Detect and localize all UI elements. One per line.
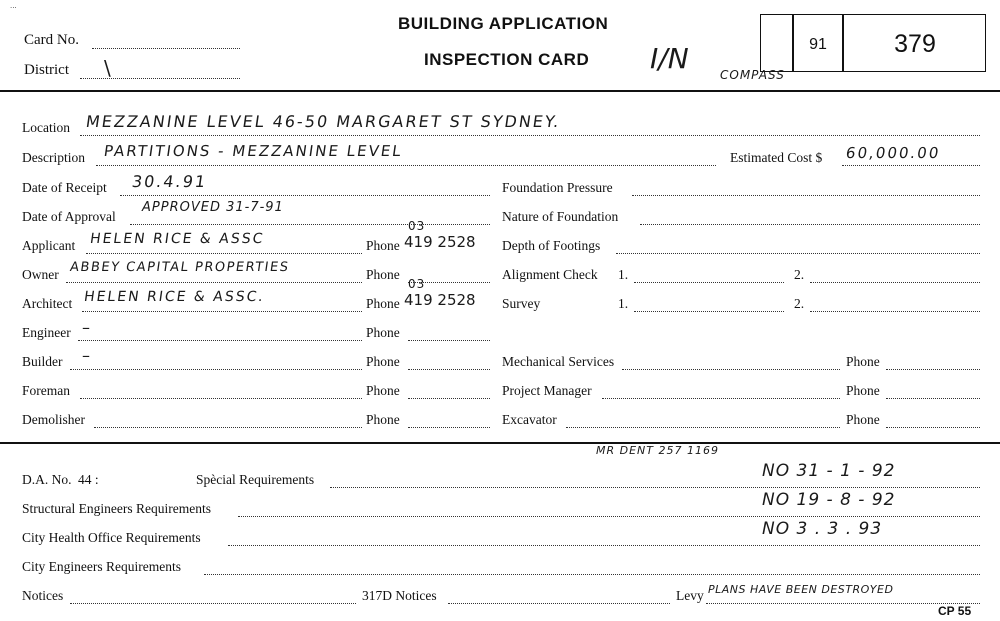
mechanical-phone-line — [886, 369, 980, 370]
estimated-cost-label: Estimated Cost $ — [730, 150, 823, 165]
demolisher-label: Demolisher — [22, 412, 85, 427]
architect-value: HELEN RICE & ASSC. — [82, 289, 266, 305]
title-line2: INSPECTION CARD — [424, 50, 590, 69]
da-label: D.A. No. — [22, 472, 72, 487]
project-manager-label: Project Manager — [502, 383, 592, 398]
foreman-phone-line — [408, 398, 490, 399]
excavator-phone-label: Phone — [846, 412, 880, 427]
engineer-value: – — [82, 318, 92, 337]
date-receipt-line — [120, 195, 490, 196]
owner-line — [66, 282, 362, 283]
location-line — [80, 135, 980, 136]
project-manager-line — [602, 398, 840, 399]
builder-phone-line — [408, 369, 490, 370]
foundation-pressure-label: Foundation Pressure — [502, 180, 613, 195]
applicant-phone-label: Phone — [366, 238, 400, 253]
architect-phone-label: Phone — [366, 296, 400, 311]
applicant-value: HELEN RICE & ASSC — [88, 231, 266, 247]
district-label: District — [24, 62, 69, 78]
alignment-1-line — [634, 282, 784, 283]
form-code: CP 55 — [938, 604, 972, 618]
health-requirements-line — [228, 545, 980, 546]
foreman-label: Foreman — [22, 383, 70, 398]
survey-label: Survey — [502, 296, 541, 311]
architect-phone-prefix: 03 — [408, 277, 426, 291]
project-manager-phone-label: Phone — [846, 383, 880, 398]
applicant-phone-value: 419 2528 — [404, 233, 476, 251]
levy-value: PLANS HAVE BEEN DESTROYED — [708, 583, 894, 596]
demolisher-line — [94, 427, 362, 428]
applicant-label: Applicant — [22, 238, 76, 253]
architect-line — [82, 311, 362, 312]
mechanical-label: Mechanical Services — [502, 354, 615, 369]
survey-2-line — [810, 311, 980, 312]
health-requirements-label: City Health Office Requirements — [22, 530, 201, 545]
compass-note: COMPASS — [720, 68, 785, 82]
architect-phone-value: 419 2528 — [404, 291, 476, 309]
excavator-phone-line — [886, 427, 980, 428]
da-value: 44 : — [78, 472, 99, 487]
location-value: MEZZANINE LEVEL 46-50 MARGARET ST SYDNEY. — [84, 112, 562, 131]
box-number-small: 91 — [809, 36, 827, 53]
architect-label: Architect — [22, 296, 73, 311]
description-value: PARTITIONS - MEZZANINE LEVEL — [102, 142, 404, 160]
survey-2-label: 2. — [794, 296, 805, 311]
notices-line — [70, 603, 356, 604]
engineer-label: Engineer — [22, 325, 71, 340]
survey-1-line — [634, 311, 784, 312]
depth-footings-label: Depth of Footings — [502, 238, 601, 253]
engineer-phone-line — [408, 340, 490, 341]
engineer-phone-label: Phone — [366, 325, 400, 340]
applicant-line — [86, 253, 362, 254]
owner-value: ABBEY CAPITAL PROPERTIES — [68, 260, 291, 275]
middle-rule — [0, 442, 1000, 444]
location-label: Location — [22, 120, 70, 135]
estimated-cost-line — [842, 165, 980, 166]
owner-label: Owner — [22, 267, 59, 282]
foreman-phone-label: Phone — [366, 383, 400, 398]
notices-317d-line — [448, 603, 670, 604]
card-no-label: Card No. — [24, 32, 79, 48]
notices-317d-label: 317D Notices — [362, 588, 437, 603]
foreman-line — [80, 398, 362, 399]
structural-requirements-value: NO 19 - 8 - 92 — [762, 490, 896, 510]
corner-mark: ... — [10, 2, 17, 10]
builder-value: – — [82, 346, 92, 365]
alignment-2-line — [810, 282, 980, 283]
demolisher-phone-label: Phone — [366, 412, 400, 427]
builder-label: Builder — [22, 354, 63, 369]
city-engineers-line — [204, 574, 980, 575]
engineer-line — [78, 340, 362, 341]
excavator-line — [566, 427, 840, 428]
special-requirements-label: Spècial Requirements — [196, 472, 315, 487]
notices-label: Notices — [22, 588, 64, 603]
excavator-label: Excavator — [502, 412, 557, 427]
nature-foundation-line — [640, 224, 980, 225]
nature-foundation-label: Nature of Foundation — [502, 209, 619, 224]
date-approval-label: Date of Approval — [22, 209, 116, 224]
header-rule — [0, 90, 1000, 92]
description-line — [96, 165, 716, 166]
alignment-1-label: 1. — [618, 267, 629, 282]
demolisher-phone-line — [408, 427, 490, 428]
date-receipt-value: 30.4.91 — [130, 172, 209, 191]
mechanical-phone-label: Phone — [846, 354, 880, 369]
builder-line — [70, 369, 362, 370]
district-value: \ — [104, 56, 113, 80]
depth-footings-line — [616, 253, 980, 254]
city-engineers-label: City Engineers Requirements — [22, 559, 181, 574]
foundation-pressure-line — [632, 195, 980, 196]
date-receipt-label: Date of Receipt — [22, 180, 107, 195]
mechanical-line — [622, 369, 840, 370]
applicant-phone-prefix: 03 — [408, 219, 426, 233]
description-label: Description — [22, 150, 85, 165]
contact-note: MR DENT 257 1169 — [596, 444, 719, 457]
alignment-2-label: 2. — [794, 267, 805, 282]
survey-1-label: 1. — [618, 296, 629, 311]
date-approval-line — [130, 224, 490, 225]
special-requirements-value: NO 31 - 1 - 92 — [762, 461, 896, 481]
levy-label: Levy — [676, 588, 704, 603]
initials-mark: I/N — [650, 42, 689, 75]
title-line1: BUILDING APPLICATION — [398, 14, 609, 33]
estimated-cost-value: 60,000.00 — [844, 144, 942, 162]
owner-phone-label: Phone — [366, 267, 400, 282]
special-requirements-line — [330, 487, 980, 488]
alignment-label: Alignment Check — [502, 267, 598, 282]
health-requirements-value: NO 3 . 3 . 93 — [762, 519, 883, 539]
box-number-large: 379 — [894, 30, 936, 58]
card-no-line — [92, 48, 240, 49]
builder-phone-label: Phone — [366, 354, 400, 369]
structural-requirements-label: Structural Engineers Requirements — [22, 501, 211, 516]
date-approval-value: APPROVED 31-7-91 — [142, 200, 284, 215]
project-manager-phone-line — [886, 398, 980, 399]
structural-requirements-line — [238, 516, 980, 517]
